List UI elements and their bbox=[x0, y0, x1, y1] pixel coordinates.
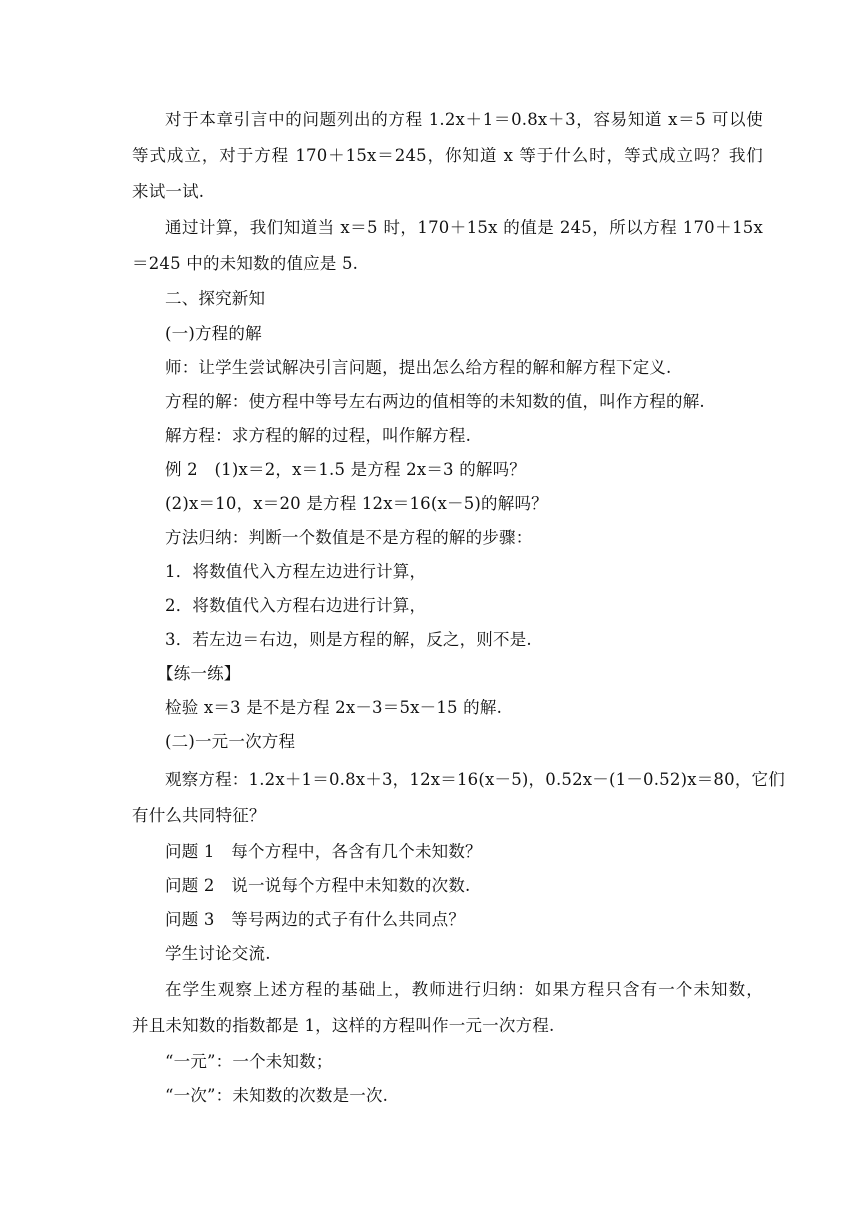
definition-line: 方程的解：使方程中等号左右两边的值相等的未知数的值，叫作方程的解. bbox=[165, 392, 705, 411]
section-heading: 二、探究新知 bbox=[165, 289, 266, 308]
text-line: 学生讨论交流. bbox=[165, 944, 271, 963]
text-line: 观察方程：1.2x＋1＝0.8x＋3，12x＝16(x－5)，0.52x－(1－0.52)x＝80，它们 bbox=[165, 770, 785, 789]
list-item: 1．将数值代入方程左边进行计算， bbox=[165, 562, 427, 581]
text-line: 等式成立，对于方程 170＋15x＝245，你知道 x 等于什么时，等式成立吗？我们 bbox=[132, 146, 763, 165]
definition-line: 解方程：求方程的解的过程，叫作解方程. bbox=[165, 426, 472, 445]
list-item: 2．将数值代入方程右边进行计算， bbox=[165, 596, 427, 615]
subsection-heading: (二)一元一次方程 bbox=[165, 732, 296, 751]
example-line: 例 2 (1)x＝2，x＝1.5 是方程 2x＝3 的解吗？ bbox=[165, 460, 526, 479]
text-line: 并且未知数的指数都是 1，这样的方程叫作一元一次方程. bbox=[132, 1016, 555, 1035]
question-line: 问题 1 每个方程中，各含有几个未知数？ bbox=[165, 842, 482, 861]
text-line: “一元”：一个未知数； bbox=[165, 1052, 333, 1071]
subsection-heading: (一)方程的解 bbox=[165, 324, 262, 343]
text-line: ＝245 中的未知数的值应是 5. bbox=[132, 254, 359, 273]
text-line: 有什么共同特征？ bbox=[132, 806, 266, 825]
text-line: 师：让学生尝试解决引言问题，提出怎么给方程的解和解方程下定义. bbox=[165, 358, 672, 377]
text-line: “一次”：未知数的次数是一次. bbox=[165, 1086, 389, 1105]
exercise-heading: 【练一练】 bbox=[157, 664, 241, 683]
list-item: 3．若左边＝右边，则是方程的解，反之，则不是. bbox=[165, 630, 532, 649]
example-line: (2)x＝10，x＝20 是方程 12x＝16(x－5)的解吗？ bbox=[165, 494, 548, 513]
text-line: 方法归纳：判断一个数值是不是方程的解的步骤： bbox=[165, 528, 533, 547]
text-line: 在学生观察上述方程的基础上，教师进行归纳：如果方程只含有一个未知数， bbox=[165, 980, 763, 999]
question-line: 问题 2 说一说每个方程中未知数的次数. bbox=[165, 876, 471, 895]
text-line: 来试一试. bbox=[132, 182, 205, 201]
question-line: 问题 3 等号两边的式子有什么共同点？ bbox=[165, 910, 466, 929]
text-line: 对于本章引言中的问题列出的方程 1.2x＋1＝0.8x＋3，容易知道 x＝5 可以使 bbox=[165, 110, 763, 129]
text-line: 检验 x＝3 是不是方程 2x－3＝5x－15 的解. bbox=[165, 698, 503, 717]
text-line: 通过计算，我们知道当 x＝5 时，170＋15x 的值是 245，所以方程 170＋15x bbox=[165, 218, 763, 237]
